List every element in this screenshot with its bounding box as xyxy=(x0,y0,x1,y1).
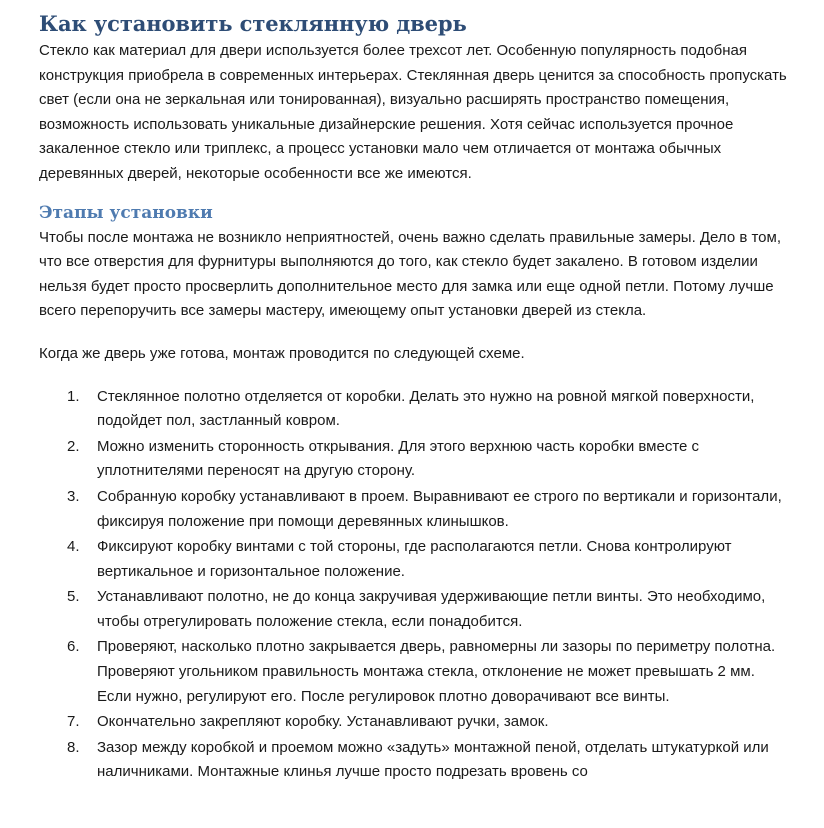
list-item-text: Устанавливают полотно, не до конца закручивая удерживающие петли винты. Это необходимо, чтобы отрегулировать положение стекла, если понадобится. xyxy=(97,588,766,630)
page-title: Как установить стеклянную дверь xyxy=(39,11,467,36)
list-number: 3. xyxy=(67,487,80,505)
list-number: 6. xyxy=(67,638,80,656)
list-item-step-2 xyxy=(39,435,789,484)
list-number: 7. xyxy=(67,713,80,731)
list-item-text: Можно изменить сторонность открывания. Для этого верхнюю часть коробки вместе с уплотнителями переносят на другую сторону. xyxy=(97,437,700,480)
list-number: 1. xyxy=(67,387,80,405)
document-page xyxy=(39,0,789,786)
list-item-step-8 xyxy=(39,736,789,785)
when-paragraph: Когда же дверь уже готова, монтаж проводится по следующей схеме. xyxy=(39,344,525,362)
list-number: 5. xyxy=(67,588,80,606)
list-item-text: Стеклянное полотно отделяется от коробки. Делать это нужно на ровной мягкой поверхности, подойдет пол, застланный ковром. xyxy=(97,387,755,430)
list-item-step-7 xyxy=(39,710,789,735)
list-item-text: Проверяют, насколько плотно закрывается дверь, равномерны ли зазоры по периметру полотна. Проверяют угольником правильность монтажа стекла, отклонение не может превышать 2 мм. Если нужно, регулируют его. После регулировок плотно доворачивают все винты. xyxy=(97,638,776,705)
list-item-step-5 xyxy=(39,585,789,634)
list-number: 4. xyxy=(67,538,80,556)
list-number: 8. xyxy=(67,738,80,756)
list-item-text: Зазор между коробкой и проемом можно «задуть» монтажной пеной, отделать штукатуркой или наличниками. Монтажные клинья лучше просто подрезать вровень со xyxy=(97,738,769,781)
steps-list xyxy=(39,385,789,786)
list-item-text: Окончательно закрепляют коробку. Устанавливают ручки, замок. xyxy=(97,713,549,731)
list-item-step-6 xyxy=(39,635,789,709)
list-number: 2. xyxy=(67,437,80,455)
list-item-text: Собранную коробку устанавливают в проем. Выравнивают ее строго по вертикали и горизонтали, фиксируя положение при помощи деревянных клинышков. xyxy=(97,487,782,530)
intro-paragraph: Стекло как материал для двери используется более трехсот лет. Особенную популярность подобная конструкция приобрела в современных интерьерах. Стеклянная дверь ценится за способность пропускать свет (если она не зеркальная или тонированная), визуально расширять пространство помещения, возможность использовать уникальные дизайнерские решения. Хотя сейчас используется прочное закаленное стекло или триплекс, а процесс установки мало чем отличается от монтажа обычных деревянных дверей, некоторые особенности все же имеются. xyxy=(39,42,787,182)
section-title: Этапы установки xyxy=(39,202,213,223)
stages-paragraph: Чтобы после монтажа не возникло неприятностей, очень важно сделать правильные замеры. Дело в том, что все отверстия для фурнитуры выполняются до того, как стекло будет закалено. В готовом изделии нельзя будет просто просверлить дополнительное место для замка или еще одной петли. Потому лучше всего перепоручить все замеры мастеру, имеющему опыт установки дверей из стекла. xyxy=(39,228,781,320)
list-item-text: Фиксируют коробку винтами с той стороны, где располагаются петли. Снова контролируют вертикальное и горизонтальное положение. xyxy=(97,538,732,580)
list-item-step-1 xyxy=(39,385,789,434)
list-item-step-3 xyxy=(39,485,789,534)
list-item-step-4 xyxy=(39,535,789,584)
